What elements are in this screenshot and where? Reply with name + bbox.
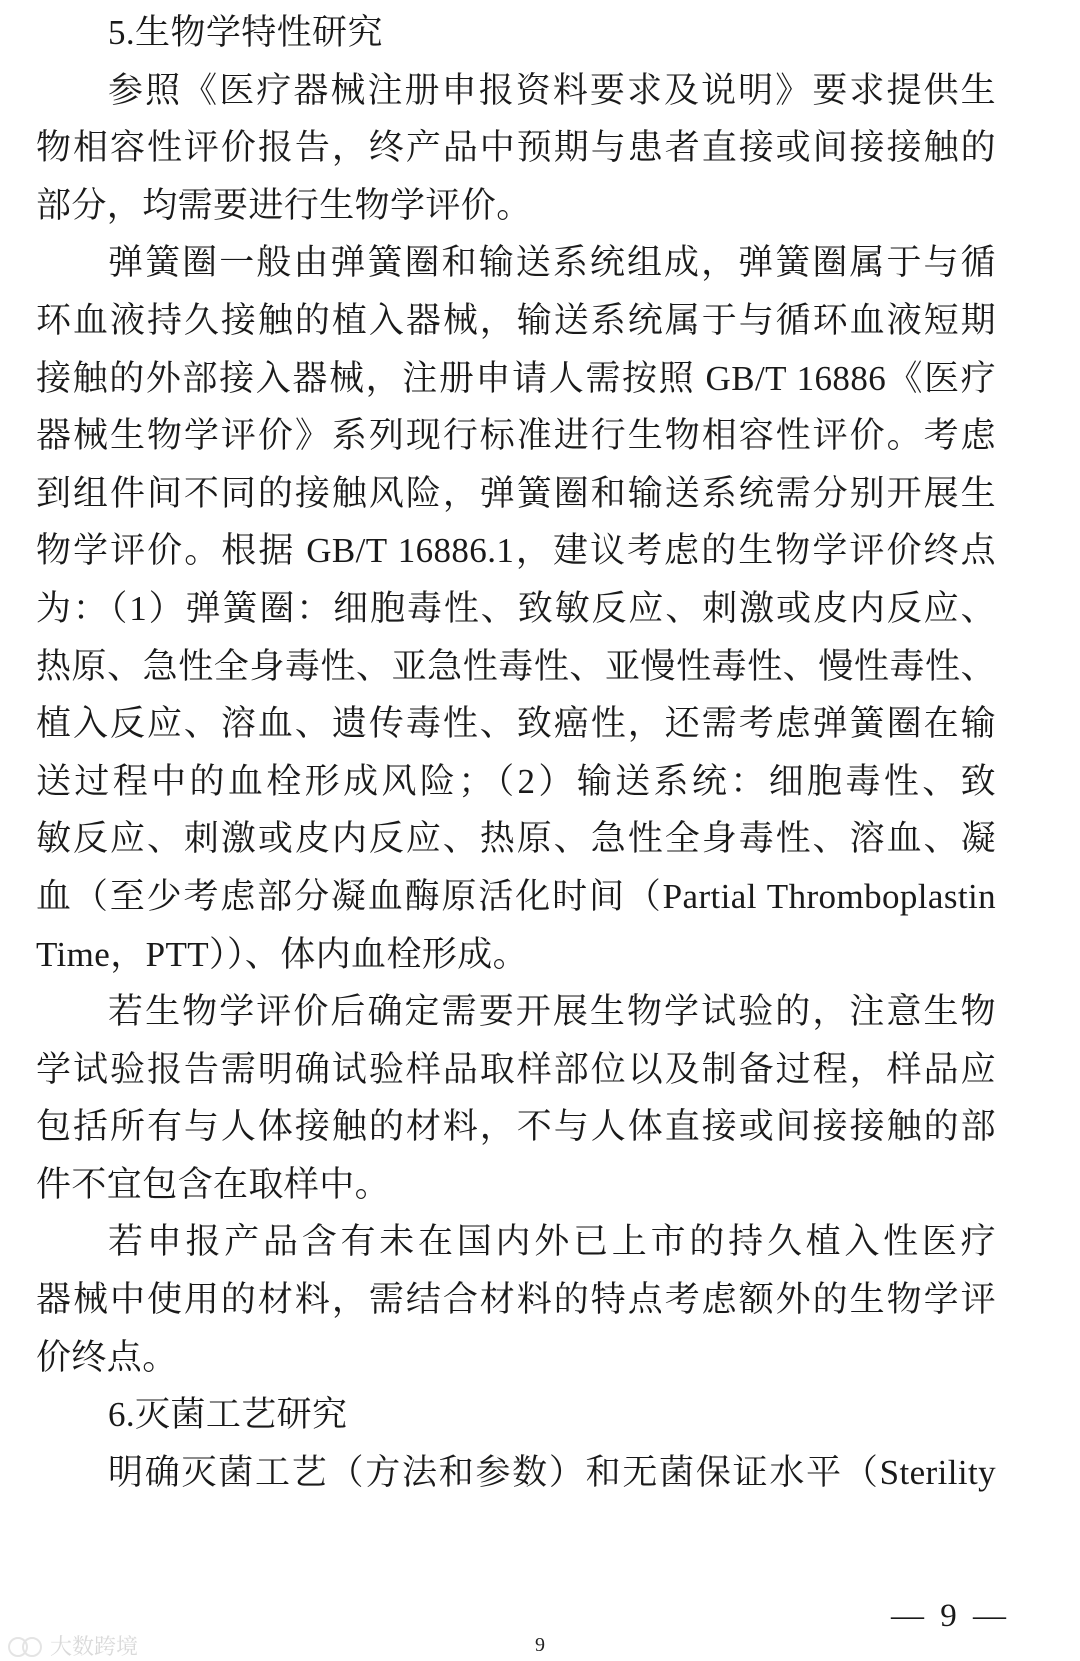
watermark-logo-icon	[8, 1635, 44, 1657]
text-line: 敏反应、刺激或皮内反应、热原、急性全身毒性、溶血、凝	[36, 819, 996, 859]
text-line: 器械生物学评价》系列现行标准进行生物相容性评价。考虑	[36, 416, 996, 456]
document-body	[36, 4, 996, 1501]
text-line: 价终点。	[36, 1337, 178, 1377]
text-line: 件不宜包含在取样中。	[36, 1164, 391, 1204]
text-line: 弹簧圈一般由弹簧圈和输送系统组成，弹簧圈属于与循	[108, 243, 996, 283]
text-line: 送过程中的血栓形成风险；（2）输送系统：细胞毒性、致	[36, 761, 996, 801]
text-line: 接触的外部接入器械，注册申请人需按照 GB/T 16886《医疗	[36, 358, 996, 398]
text-line: 明确灭菌工艺（方法和参数）和无菌保证水平（Sterility	[108, 1452, 996, 1492]
text-line: 血（至少考虑部分凝血酶原活化时间（Partial Thromboplastin	[36, 876, 996, 916]
text-line: 5.生物学特性研究	[108, 13, 383, 52]
text-line: Time，PTT））、体内血栓形成。	[36, 934, 529, 974]
text-line: 为：（1）弹簧圈：细胞毒性、致敏反应、刺激或皮内反应、	[36, 588, 996, 628]
watermark-text: 大数跨境	[50, 1635, 139, 1660]
text-line: 物相容性评价报告，终产品中预期与患者直接或间接接触的	[36, 128, 996, 168]
text-line: 若生物学评价后确定需要开展生物学试验的，注意生物	[108, 992, 996, 1032]
text-line: 若申报产品含有未在国内外已上市的持久植入性医疗	[108, 1222, 996, 1262]
text-line: 器械中使用的材料，需结合材料的特点考虑额外的生物学评	[36, 1280, 996, 1320]
text-line: 环血液持久接触的植入器械，输送系统属于与循环血液短期	[36, 300, 996, 340]
text-line: 包括所有与人体接触的材料，不与人体直接或间接接触的部	[36, 1107, 996, 1147]
text-line: 6.灭菌工艺研究	[108, 1395, 348, 1435]
page-number: 9	[535, 1634, 545, 1656]
text-line: 热原、急性全身毒性、亚急性毒性、亚慢性毒性、慢性毒性、	[36, 646, 996, 686]
text-line: 到组件间不同的接触风险，弹簧圈和输送系统需分别开展生	[36, 473, 996, 513]
text-line: 物学评价。根据 GB/T 16886.1，建议考虑的生物学评价终点	[36, 531, 996, 571]
text-line: 参照《医疗器械注册申报资料要求及说明》要求提供生	[108, 70, 996, 110]
text-line: 植入反应、溶血、遗传毒性、致癌性，还需考虑弹簧圈在输	[36, 704, 996, 744]
page-footer-label: — 9 —	[891, 1598, 1010, 1634]
watermark	[8, 1630, 138, 1661]
text-line: 学试验报告需明确试验样品取样部位以及制备过程，样品应	[36, 1049, 996, 1089]
text-line: 部分，均需要进行生物学评价。	[36, 185, 532, 225]
